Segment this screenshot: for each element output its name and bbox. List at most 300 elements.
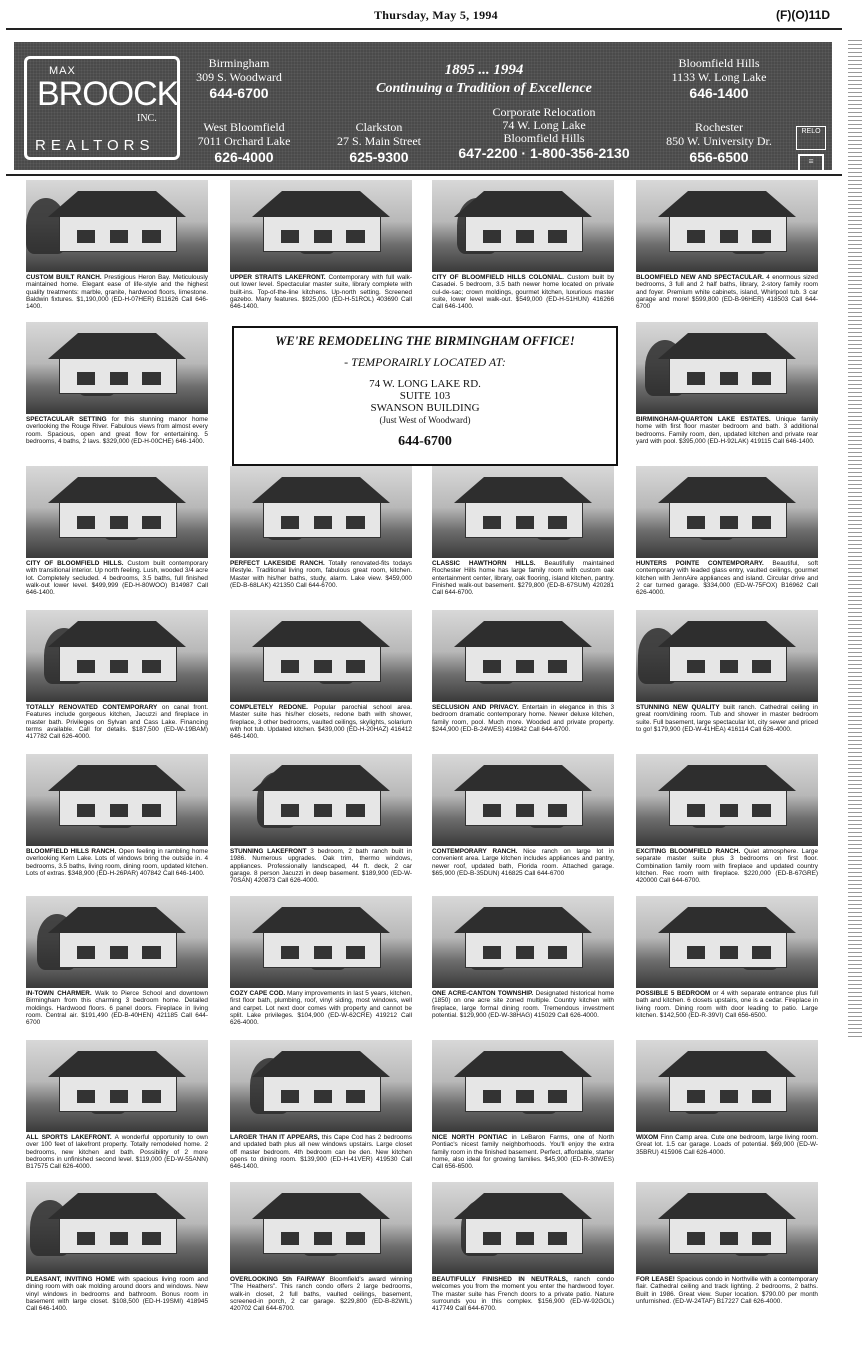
roof-shape	[454, 765, 592, 791]
window-shape	[687, 660, 705, 673]
listing-card	[230, 1040, 412, 1178]
listing-title: PERFECT LAKESIDE RANCH.	[230, 560, 325, 567]
listing-description	[230, 1276, 412, 1320]
listing-description	[230, 848, 412, 892]
listing-title: UPPER STRAITS LAKEFRONT.	[230, 274, 326, 281]
window-shape	[483, 230, 501, 243]
roof-shape	[658, 765, 796, 791]
window-shape	[752, 230, 770, 243]
remodeling-notice	[232, 326, 618, 466]
window-shape	[77, 804, 95, 817]
roof-shape	[48, 1051, 186, 1077]
listing-card	[636, 610, 818, 748]
office-clarkston	[324, 120, 434, 164]
window-shape	[77, 660, 95, 673]
house-photo	[432, 1182, 614, 1274]
window-shape	[314, 946, 332, 959]
office-address: 309 S. Woodward	[196, 70, 282, 84]
listing-text: with spacious living room and dining room with oak molding around doors and windows. New vinyl windows in bedrooms and bathroom. Bonus room in basement with large closet. $108,500 (ED-H-19SMI) 418945 Call 646-1400.	[26, 1276, 208, 1313]
window-shape	[687, 372, 705, 385]
house-photo	[26, 896, 208, 988]
window-shape	[77, 516, 95, 529]
window-shape	[142, 660, 160, 673]
window-shape	[77, 230, 95, 243]
window-shape	[720, 1232, 738, 1245]
listing-text: Unique family home with first floor master bedroom and bath. 3 additional bedrooms. Family room, den, updated kitchen and private rear yard with pool. $395,000 (ED-H-92LAK) 419115 Call 646-1400.	[636, 416, 818, 445]
listing-text: Nice ranch on large lot in convenient area. Large kitchen includes appliances and pantry, newer roof, updated bath, Florida room. Attached garage. $65,900 (ED-B-35DUN) 416825 Call 644-6700	[432, 848, 614, 877]
window-shape	[346, 660, 364, 673]
listing-text: Finn Camp area. Cute one bedroom, large living room. Great lot. 1.5 car garage. Loads of potential. $69,900 (ED-W-35BRU) 415906 Call 626-4000.	[636, 1134, 818, 1156]
office-rochester	[646, 120, 792, 164]
listing-title: POSSIBLE 5 BEDROOM	[636, 990, 711, 997]
window-shape	[346, 1090, 364, 1103]
house-photo	[26, 322, 208, 414]
listing-text: Custom built contemporary with transitional interior. Up north feeling. Lush, wooded 3/4 acre lot. Completely secluded. 4 bedrooms, 3.5 baths, full finished walk-out lower level. $499,999 (ED-H-80WOO) B14987 Call 646-1400.	[26, 560, 208, 597]
listing-description	[636, 848, 818, 892]
ad-banner	[14, 42, 832, 170]
window-shape	[314, 1090, 332, 1103]
listing-text: this Cape Cod has 2 bedrooms and updated bath plus all new windows upstairs. Large closet off master bedroom. 4th bedroom can be den. New kitchen opens to dining room. $139,900 (ED-H-41VER) 419530 Call 646-1400.	[230, 1134, 412, 1171]
house-photo	[230, 610, 412, 702]
listing-description	[26, 416, 208, 460]
house-photo	[230, 466, 412, 558]
listing-description	[26, 1134, 208, 1178]
house-photo	[26, 466, 208, 558]
house-photo	[636, 180, 818, 272]
window-shape	[346, 1232, 364, 1245]
banner-rule	[6, 174, 842, 176]
listing-title: SECLUSION AND PRIVACY.	[432, 704, 519, 711]
notice-line2: SUITE 103	[399, 390, 451, 402]
listing-text: Contemporary with full walk-out lower level. Spectacular master suite, library complete with built-ins. Top-of-the-line kitchens. Up-north setting. Screened gazebo. Many features. $925,000 (ED-H-51ROL) 403690 Call 646-1400.	[230, 274, 412, 311]
window-shape	[720, 372, 738, 385]
listing-description	[26, 848, 208, 892]
office-phone: 647-2200 · 1-800-356-2130	[458, 145, 630, 161]
listing-title: CITY OF BLOOMFIELD HILLS COLONIAL.	[432, 274, 564, 281]
notice-line4: (Just West of Woodward)	[379, 415, 471, 425]
window-shape	[687, 804, 705, 817]
listing-description	[636, 560, 818, 604]
listing-card	[26, 896, 208, 1034]
listing-text: Popular parochial school area. Master suite has his/her closets, redone bath with shower, fireplace, 3 other bedrooms, vaulted ceilings, skylights, solarium with hot tub. Updated kitchen. $439,000 (ED-H-20HAZ) 416412 646-1400.	[230, 704, 412, 741]
notice-phone: 644-6700	[398, 434, 452, 449]
notice-headline: WE'RE REMODELING THE BIRMINGHAM OFFICE!	[275, 334, 575, 348]
office-name: Rochester	[695, 120, 743, 134]
listing-description	[230, 704, 412, 748]
listing-card	[26, 180, 208, 318]
roof-shape	[48, 1193, 186, 1219]
window-shape	[77, 1090, 95, 1103]
office-address: 1133 W. Long Lake	[671, 70, 767, 84]
window-shape	[314, 804, 332, 817]
listing-text: or 4 with separate entrance plus full bath and kitchen. 6 closets upstairs, one is a cedar. Fireplace in living room. Dining room with door leading to patio. Large kitchen. $142,500 (ED-R-39VI) Call 656-6500.	[636, 990, 818, 1019]
roof-shape	[658, 191, 796, 217]
house-photo	[432, 466, 614, 558]
window-shape	[110, 516, 128, 529]
roof-shape	[658, 1051, 796, 1077]
window-shape	[720, 230, 738, 243]
listing-text: ranch condo welcomes you from the moment you enter the hardwood foyer. The master suite has French doors to a private patio. Nature surrounds you in this complex. $156,900 (ED-W-92GOL) 417749 Call 644-6700.	[432, 1276, 614, 1313]
window-shape	[687, 946, 705, 959]
listing-title: BLOOMFIELD HILLS RANCH.	[26, 848, 117, 855]
listing-text: Prestigious Heron Bay. Meticulously maintained home. Elegant ease of life-style and the highest quality treatments: marble, granite, hardwood floors, limestone. Baldwin fixtures. $1,190,000 (ED-H-07HER) B11626 Call 646-1400.	[26, 274, 208, 311]
listing-description	[636, 416, 818, 460]
roof-shape	[252, 1193, 390, 1219]
window-shape	[720, 660, 738, 673]
listing-title: BEAUTIFULLY FINISHED IN NEUTRALS,	[432, 1276, 568, 1283]
listing-title: COZY CAPE COD.	[230, 990, 286, 997]
listing-card	[636, 754, 818, 892]
window-shape	[483, 516, 501, 529]
window-shape	[281, 1232, 299, 1245]
listing-description	[26, 560, 208, 604]
listing-title: EXCITING BLOOMFIELD RANCH.	[636, 848, 741, 855]
listing-card	[636, 322, 818, 460]
window-shape	[346, 804, 364, 817]
window-shape	[346, 946, 364, 959]
listing-text: A wonderful opportunity to own over 100 feet of lakefront property. Totally remodeled home. 2 bedrooms, new kitchen and bath. Possibility of 2 more bedrooms in unfinished second level. $119,000 (ED-W-55ANN) B17575 Call 626-4000.	[26, 1134, 208, 1171]
house-photo	[432, 610, 614, 702]
house-photo	[230, 180, 412, 272]
listing-title: BLOOMFIELD NEW AND SPECTACULAR.	[636, 274, 764, 281]
window-shape	[687, 230, 705, 243]
window-shape	[142, 1232, 160, 1245]
header-rule	[6, 28, 842, 30]
window-shape	[687, 1232, 705, 1245]
listing-card	[432, 1182, 614, 1320]
logo-realtors: REALTORS	[35, 137, 155, 154]
listing-description	[432, 1276, 614, 1320]
office-name: Corporate Relocation	[492, 105, 596, 119]
listing-text: Open feeling in rambling home overlooking Kern Lake. Lots of windows bring the outside in. 4 bedrooms, 3.5 baths, living room, dining room, updated kitchen. Lots of extras. $348,900 (ED-H-26PAR) 407842 Call 646-1400.	[26, 848, 208, 877]
house-photo	[432, 1040, 614, 1132]
listing-card	[26, 466, 208, 604]
listing-title: CONTEMPORARY RANCH.	[432, 848, 518, 855]
window-shape	[281, 516, 299, 529]
roof-shape	[454, 1051, 592, 1077]
listing-text: Bloomfield's award winning "The Heathers". This ranch condo offers 2 large bedrooms, walk-in closet, 2 full baths, vaulted ceilings, basement, screened-in porch, 2 car garage. $229,800 (ED-B-82WIL) 420702 Call 644-6700.	[230, 1276, 412, 1313]
listing-card	[230, 180, 412, 318]
logo-max: MAX	[49, 65, 76, 77]
window-shape	[314, 1232, 332, 1245]
roof-shape	[658, 621, 796, 647]
listing-card	[230, 1182, 412, 1320]
window-shape	[548, 946, 566, 959]
page-header	[0, 8, 864, 30]
roof-shape	[454, 1193, 592, 1219]
house-photo	[432, 754, 614, 846]
roof-shape	[252, 477, 390, 503]
roof-shape	[252, 621, 390, 647]
listing-card	[26, 322, 208, 460]
window-shape	[314, 516, 332, 529]
window-shape	[752, 372, 770, 385]
window-shape	[110, 660, 128, 673]
window-shape	[77, 1232, 95, 1245]
window-shape	[752, 946, 770, 959]
listing-description	[432, 848, 614, 892]
listing-card	[230, 754, 412, 892]
listing-title: BIRMINGHAM-QUARTON LAKE ESTATES.	[636, 416, 771, 423]
roof-shape	[252, 1051, 390, 1077]
scan-edge	[848, 40, 862, 1040]
listing-description	[432, 274, 614, 318]
office-phone: 656-6500	[689, 149, 749, 165]
listing-card	[432, 610, 614, 748]
window-shape	[548, 660, 566, 673]
listing-title: PLEASANT, INVITING HOME	[26, 1276, 116, 1283]
office-city: Bloomfield Hills	[503, 131, 585, 145]
window-shape	[516, 804, 534, 817]
office-name: Bloomfield Hills	[678, 56, 760, 70]
window-shape	[281, 230, 299, 243]
window-shape	[110, 1232, 128, 1245]
window-shape	[483, 1090, 501, 1103]
window-shape	[314, 230, 332, 243]
listing-description	[432, 1134, 614, 1178]
house-photo	[432, 180, 614, 272]
page-number: (F)(O)11D	[776, 8, 830, 22]
listing-description	[230, 274, 412, 318]
listing-text: Custom built by Casadei. 5 bedroom, 3.5 bath newer home located on private cul-de-sac; crown moldings, gourmet kitchen, luxurious master suite, lower level walk-out. $549,000 (ED-H-51HUN) 416266 Call 646-1400.	[432, 274, 614, 311]
house-photo	[636, 1040, 818, 1132]
window-shape	[142, 372, 160, 385]
relo-badge: RELO	[796, 126, 826, 150]
house-photo	[636, 322, 818, 414]
office-phone: 625-9300	[349, 149, 409, 165]
listing-title: LARGER THAN IT APPEARS,	[230, 1134, 320, 1141]
window-shape	[314, 660, 332, 673]
listing-card	[432, 754, 614, 892]
office-address: 7011 Orchard Lake	[197, 134, 291, 148]
roof-shape	[48, 765, 186, 791]
issue-date: Thursday, May 5, 1994	[374, 8, 498, 22]
listing-description	[432, 704, 614, 748]
window-shape	[720, 946, 738, 959]
listing-text: built ranch. Cathedral ceiling in great room/dining room. Tub and shower in master bedroom suite. Full basement, large spectacular lot, city sewer and priced to go! $179,900 (ED-W-41HEA) 416114 Call 626-4000.	[636, 704, 818, 733]
office-phone: 644-6700	[209, 85, 269, 101]
window-shape	[483, 660, 501, 673]
slogan-years: 1895 ... 1994	[444, 62, 524, 78]
listing-card	[230, 896, 412, 1034]
roof-shape	[454, 907, 592, 933]
listing-description	[432, 990, 614, 1034]
listing-text: Spacious condo in Northville with a contemporary flair. Cathedral ceiling and track lighting. 2 bedrooms, 2 baths. Built in 1986. Great view. Super location. $790.00 per month unfurnished. (ED-W-24TAF) B17227 Call 626-4000.	[636, 1276, 818, 1305]
window-shape	[752, 1232, 770, 1245]
listing-title: OVERLOOKING 5th FAIRWAY	[230, 1276, 326, 1283]
window-shape	[720, 516, 738, 529]
window-shape	[752, 1090, 770, 1103]
window-shape	[548, 1090, 566, 1103]
house-photo	[230, 754, 412, 846]
window-shape	[142, 804, 160, 817]
logo-name: BROOCK	[37, 75, 179, 113]
window-shape	[483, 946, 501, 959]
listing-description	[432, 560, 614, 604]
brand-logo	[24, 56, 180, 160]
listing-description	[230, 1134, 412, 1178]
house-photo	[26, 754, 208, 846]
window-shape	[142, 946, 160, 959]
roof-shape	[658, 477, 796, 503]
listing-card	[636, 1182, 818, 1320]
listing-title: COMPLETELY REDONE.	[230, 704, 308, 711]
listing-title: STUNNING LAKEFRONT	[230, 848, 307, 855]
listing-text: 3 bedroom, 2 bath ranch built in 1986. Numerous upgrades. Oak trim, thermo windows, appliances. Professionally landscaped, 44 ft. deck, 2 car garage. 8 person Jacuzzi in deep basement. $189,900 (ED-W-70SAN) 420873 Call 626-4000.	[230, 848, 412, 885]
listing-description	[636, 1276, 818, 1320]
listing-card	[636, 180, 818, 318]
listing-card	[432, 896, 614, 1034]
listing-text: Entertain in elegance in this 3 bedroom dramatic contemporary home. Newer deluxe kitchen, family room, pool. Much more. Wooded and private property. $244,900 (ED-B-24WES) 419842 Call 644-6700.	[432, 704, 614, 733]
window-shape	[281, 660, 299, 673]
roof-shape	[454, 191, 592, 217]
window-shape	[281, 946, 299, 959]
listing-card	[26, 610, 208, 748]
roof-shape	[48, 191, 186, 217]
listing-title: NICE NORTH PONTIAC	[432, 1134, 508, 1141]
listing-description	[26, 274, 208, 318]
window-shape	[548, 516, 566, 529]
roof-shape	[252, 191, 390, 217]
window-shape	[142, 230, 160, 243]
listing-title: ONE ACRE-CANTON TOWNSHIP.	[432, 990, 534, 997]
house-photo	[636, 1182, 818, 1274]
window-shape	[516, 946, 534, 959]
window-shape	[77, 946, 95, 959]
listing-card	[432, 466, 614, 604]
office-address: 27 S. Main Street	[337, 134, 421, 148]
window-shape	[110, 230, 128, 243]
listing-title: CLASSIC HAWTHORN HILLS.	[432, 560, 536, 567]
office-address: 74 W. Long Lake	[502, 118, 586, 132]
roof-shape	[454, 477, 592, 503]
window-shape	[142, 1090, 160, 1103]
listing-description	[26, 1276, 208, 1320]
roof-shape	[48, 333, 186, 359]
listing-text: Beautifully maintained Rochester Hills home has large family room with custom oak entertainment center, library, oak flooring, island kitchen, pantry. Finished walk-out basement. $279,800 (ED-B-67SUM) 420281 Call 644-6700.	[432, 560, 614, 597]
house-photo	[636, 896, 818, 988]
office-bloomfield-hills	[654, 56, 784, 100]
listing-card	[636, 1040, 818, 1178]
window-shape	[548, 1232, 566, 1245]
notice-address	[234, 378, 616, 426]
notice-line1: 74 W. LONG LAKE RD.	[369, 378, 481, 390]
listing-text: in LeBaron Farms, one of North Pontiac's nicest family neighborhoods. You'll enjoy the extra family room in the finished basement. Perfect, affordable, starter home, also ideal for growing families. $45,900 (ED-R-30WES) Call 656-6500.	[432, 1134, 614, 1171]
window-shape	[720, 1090, 738, 1103]
house-photo	[26, 610, 208, 702]
slogan	[354, 62, 614, 97]
listing-card	[26, 754, 208, 892]
slogan-tagline: Continuing a Tradition of Excellence	[376, 81, 592, 96]
listing-title: ALL SPORTS LAKEFRONT.	[26, 1134, 112, 1141]
listing-text: for this stunning manor home overlooking the Rouge River. Fabulous views from almost every room. Spacious, open and great flow for entertaining. 5 bedrooms, 4 baths, 2 lavs. $329,000 (ED-H-00CHE) 646-1400.	[26, 416, 208, 445]
roof-shape	[48, 907, 186, 933]
listing-card	[432, 180, 614, 318]
office-address: 850 W. University Dr.	[666, 134, 772, 148]
house-photo	[230, 896, 412, 988]
listing-title: FOR LEASE!	[636, 1276, 675, 1283]
window-shape	[77, 372, 95, 385]
house-photo	[636, 610, 818, 702]
office-corporate-relocation	[449, 106, 639, 160]
window-shape	[516, 660, 534, 673]
listing-description	[230, 990, 412, 1034]
listing-card	[432, 1040, 614, 1178]
logo-inc: INC.	[137, 113, 157, 124]
roof-shape	[48, 477, 186, 503]
window-shape	[110, 1090, 128, 1103]
listing-text: 4 enormous sized bedrooms, 3 full and 2 half baths, library, 2-story family room and foyer. Premium white cabinets, island, Whirlpool tub. 3 car garage and more! $599,800 (ED-B-96HER) 418503 Call 644-6700	[636, 274, 818, 311]
window-shape	[281, 804, 299, 817]
listing-title: IN-TOWN CHARMER.	[26, 990, 92, 997]
listing-title: STUNNING NEW QUALITY	[636, 704, 720, 711]
window-shape	[516, 516, 534, 529]
window-shape	[752, 516, 770, 529]
window-shape	[142, 516, 160, 529]
listing-text: Many improvements in last 5 years, kitchen, first floor bath, plumbing, roof, vinyl siding, most windows, well and carpet. Lot next door comes with property and cannot be split. Lake privileges. $104,900 (ED-W-62CRE) 419212 Call 626-4000.	[230, 990, 412, 1027]
office-name: Birmingham	[208, 56, 270, 70]
listing-text: Quiet atmosphere. Large separate master suite plus 3 bedrooms on first floor. Combination family room with fireplace and updated country kitchen. Rec room with fireplace. $220,000 (ED-B-67GRE) 420000 Call 644-6700.	[636, 848, 818, 885]
office-phone: 646-1400	[689, 85, 749, 101]
window-shape	[752, 804, 770, 817]
window-shape	[548, 230, 566, 243]
window-shape	[516, 230, 534, 243]
roof-shape	[252, 907, 390, 933]
window-shape	[483, 1232, 501, 1245]
window-shape	[687, 1090, 705, 1103]
listing-description	[26, 990, 208, 1034]
listing-title: WIXOM	[636, 1134, 659, 1141]
window-shape	[687, 516, 705, 529]
house-photo	[26, 180, 208, 272]
roof-shape	[658, 333, 796, 359]
listing-card	[26, 1040, 208, 1178]
office-phone: 626-4000	[214, 149, 274, 165]
listing-text: Walk to Pierce School and downtown Birmingham from this charming 3 bedroom home. Detailed moldings. Hardwood floors. 6 panel doors. Fireplace in living room. Central air. $191,490 (ED-B-40HEN) 421185 Call 644-6700	[26, 990, 208, 1027]
window-shape	[548, 804, 566, 817]
roof-shape	[658, 907, 796, 933]
window-shape	[346, 516, 364, 529]
house-photo	[432, 896, 614, 988]
listing-card	[636, 466, 818, 604]
house-photo	[230, 1182, 412, 1274]
window-shape	[516, 1232, 534, 1245]
roof-shape	[252, 765, 390, 791]
equal-housing-icon: ≡	[798, 154, 824, 172]
house-photo	[636, 754, 818, 846]
house-photo	[636, 466, 818, 558]
listing-description	[26, 704, 208, 748]
listing-text: Beautiful, soft contemporary with leaded glass entry, vaulted ceilings, gourmet kitchen with JennAire appliances and island. Circular drive and 2 car turned garage. $334,000 (ED-W-75FOX) B16962 Call 626-4000.	[636, 560, 818, 597]
listing-description	[636, 704, 818, 748]
listing-title: TOTALLY RENOVATED CONTEMPORARY	[26, 704, 158, 711]
window-shape	[110, 372, 128, 385]
office-name: West Bloomfield	[203, 120, 285, 134]
listing-text: Totally renovated-fits todays lifestyle. Traditional living room, fabulous great room, kitchen. Master with his/her baths, study, alarm. Lake view. $459,000 (ED-B-68LAK) 421350 Call 644-6700.	[230, 560, 412, 589]
listing-title: CITY OF BLOOMFIELD HILLS.	[26, 560, 124, 567]
window-shape	[516, 1090, 534, 1103]
listing-title: HUNTERS POINTE CONTEMPORARY.	[636, 560, 764, 567]
listing-card	[230, 466, 412, 604]
listing-description	[230, 560, 412, 604]
house-photo	[26, 1040, 208, 1132]
window-shape	[483, 804, 501, 817]
window-shape	[110, 946, 128, 959]
house-photo	[230, 1040, 412, 1132]
listing-text: on canal front. Features include gorgeous kitchen, Jacuzzi and fireplace in master bath. Privileges on Sylvan and Cass Lake. Financing terms available. Call for details. $187,500 (ED-W-19BAM) 417782 Call 626-4000.	[26, 704, 208, 741]
house-photo	[26, 1182, 208, 1274]
listing-title: SPECTACULAR SETTING	[26, 416, 107, 423]
